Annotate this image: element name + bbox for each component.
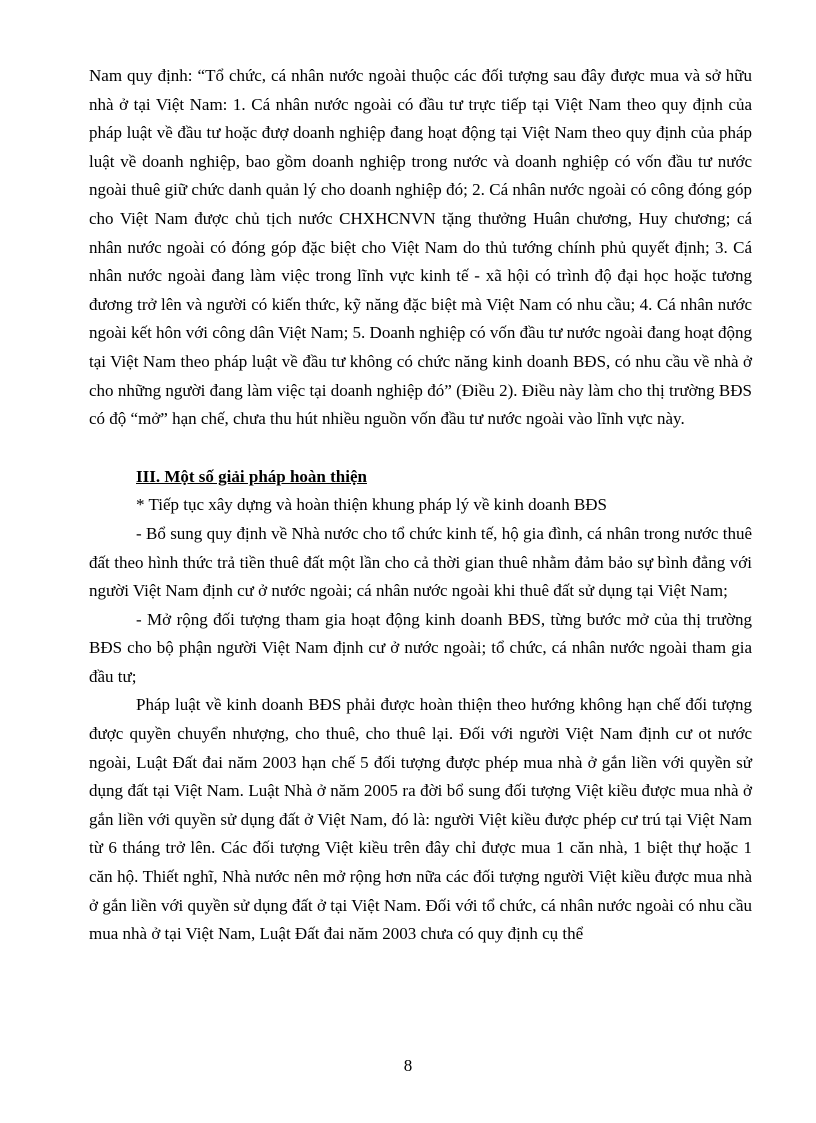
bullet-paragraph-2: - Mở rộng đối tượng tham gia hoạt động kinh doanh BĐS, từng bước mở của thị trường BĐS cho bộ phận người Việt Nam định cư ở nước ngoài; tổ chức, cá nhân nước ngoài tham gia đầu tư; (89, 609, 752, 686)
subheading-paragraph: * Tiếp tục xây dựng và hoàn thiện khung pháp lý về kinh doanh BĐS (136, 495, 608, 515)
final-paragraph: Pháp luật về kinh doanh BĐS phải được hoàn thiện theo hướng không hạn chế đối tượng được quyền chuyển nhượng, cho thuê, cho thuê lại. Đối với người Việt Nam định cư ot nước ngoài, Luật Đất đai năm 2003 hạn chế 5 đối tượng được phép mua nhà ở gắn liền với quyền sử dụng đất tại Việt Nam. Luật Nhà ở năm 2005 ra đời bổ sung đối tượng Việt kiều được mua nhà ở gắn liền với quyền sử dụng đất ở Việt Nam, đó là: người Việt kiều được phép cư trú tại Việt Nam từ 6 tháng trở lên. Các đối tượng Việt kiều trên đây chỉ được mua 1 căn nhà, 1 biệt thự hoặc 1 căn hộ. Thiết nghĩ, Nhà nước nên mở rộng hơn nữa các đối tượng người Việt kiều được mua nhà ở gắn liền với quyền sử dụng đất ở tại Việt Nam. Đối với tổ chức, cá nhân nước ngoài có nhu cầu mua nhà ở tại Việt Nam, Luật Đất đai năm 2003 chưa có quy định cụ thể (89, 695, 752, 944)
section-heading: III. Một số giải pháp hoàn thiện (136, 466, 367, 486)
page-number: 8 (403, 1056, 413, 1075)
section-spacer (89, 434, 752, 463)
document-page (89, 62, 752, 949)
bullet-paragraph-1: - Bổ sung quy định về Nhà nước cho tổ chức kinh tế, hộ gia đình, cá nhân trong nước thuê đất theo hình thức trả tiền thuê đất một lần cho cả thời gian thuê nhằm đảm bảo sự bình đẳng với người Việt Nam định cư ở nước ngoài; cá nhân nước ngoài khi thuê đất sử dụng tại Việt Nam; (89, 523, 752, 601)
continued-paragraph: Nam quy định: “Tổ chức, cá nhân nước ngoài thuộc các đối tượng sau đây được mua và sở hữu nhà ở tại Việt Nam: 1. Cá nhân nước ngoài có đầu tư trực tiếp tại Việt Nam theo quy định của pháp luật về đầu tư hoặc đượ doanh nghiệp đang hoạt động tại Việt Nam theo quy định của pháp luật về doanh nghiệp, bao gồm doanh nghiệp trong nước và doanh nghiệp có vốn đầu tư nước ngoài thuê giữ chức danh quản lý cho doanh nghiệp đó; 2. Cá nhân nước ngoài có công đóng góp cho Việt Nam được chủ tịch nước CHXHCNVN tặng thưởng Huân chương, Huy chương; cá nhân nước ngoài có đóng góp đặc biệt cho Việt Nam do thủ tướng chính phủ quyết định; 3. Cá nhân nước ngoài đang làm việc trong lĩnh vực kinh tế - xã hội có trình độ đại học hoặc tương đương trở lên và người có kiến thức, kỹ năng đặc biệt mà Việt Nam có nhu cầu; 4. Cá nhân nước ngoài kết hôn với công dân Việt Nam; 5. Doanh nghiệp có vốn đầu tư nước ngoài đang hoạt động tại Việt Nam theo pháp luật về đầu tư không có chức năng kinh doanh BĐS, có nhu cầu về nhà ở cho những người đang làm việc tại doanh nghiệp đó” (Điều 2). Điều này làm cho thị trường BĐS có độ “mở” hạn chế, chưa thu hút nhiều nguồn vốn đầu tư nước ngoài vào lĩnh vực này. (89, 66, 752, 429)
